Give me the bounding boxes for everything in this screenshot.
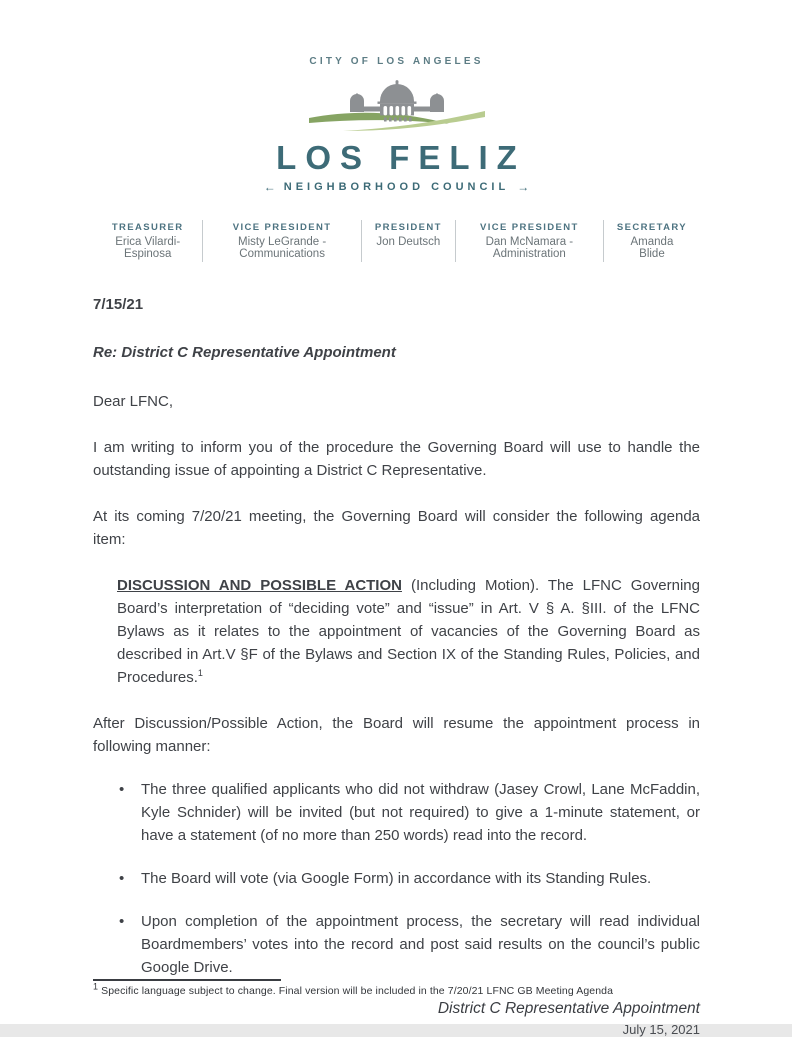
officer-name: Amanda Blide	[630, 236, 674, 260]
officer-name: Erica Vilardi-Espinosa	[115, 236, 181, 260]
document-title-footer: District C Representative Appointment	[437, 1000, 700, 1017]
page-footer	[93, 979, 700, 1037]
footnote-reference-mark: 1	[197, 668, 203, 678]
agenda-item-heading: DISCUSSION AND POSSIBLE ACTION	[117, 577, 402, 594]
lfnc-logo	[93, 56, 700, 194]
officer-name: Misty LeGrande - Communications	[238, 236, 327, 260]
officer-name: Jon Deutsch	[376, 236, 441, 248]
right-arrow-icon: →	[517, 180, 530, 194]
officer-title: PRESIDENT	[374, 222, 442, 233]
agenda-item-text: (Including Motion). The LFNC Governing Board’s interpretation of “deciding vote” and “issue” in Art. V § A. §III. of the LFNC Bylaws as it relates to the appointment of vacancies of the Governing Board as described in Art.V §F of the Bylaws and Section IX of the Standing Rules, Policies, and Procedures.	[117, 577, 700, 686]
officer-vice-president-administration	[456, 220, 604, 262]
agenda-item-block	[117, 574, 700, 689]
org-subtitle-text: NEIGHBORHOOD COUNCIL	[283, 181, 510, 193]
officer-president	[362, 220, 456, 262]
officer-secretary	[604, 220, 700, 262]
bullet-applicants-statement: • The three qualified applicants who did not withdraw (Jasey Crowl, Lane McFaddin, Kyle Schnider) will be invited (but not required) to give a 1-minute statement, or have a statement (of no more than 250 words) read into the record.	[117, 778, 700, 847]
subject-line: Re: District C Representative Appointment	[93, 344, 396, 361]
left-arrow-icon: ←	[263, 180, 276, 194]
letter-date: 7/15/21	[93, 296, 144, 313]
procedure-bullet-list	[93, 778, 700, 979]
org-name: LOS FELIZ	[276, 139, 526, 176]
officer-title: SECRETARY	[616, 222, 688, 233]
footnote-body: Specific language subject to change. Final version will be included in the 7/20/21 LFNC GB Meeting Agenda	[101, 985, 614, 997]
bullet-board-vote: • The Board will vote (via Google Form) in accordance with its Standing Rules.	[117, 867, 700, 890]
org-subtitle	[93, 180, 700, 194]
paragraph-intro: I am writing to inform you of the procedure the Governing Board will use to handle the outstanding issue of appointing a District C Representative.	[93, 439, 700, 479]
officers-row	[93, 220, 700, 262]
city-line: CITY OF LOS ANGELES	[309, 56, 484, 67]
officer-treasurer	[93, 220, 203, 262]
officer-title: VICE PRESIDENT	[479, 222, 579, 233]
officer-title: VICE PRESIDENT	[232, 222, 332, 233]
document-date-footer: July 15, 2021	[622, 1022, 700, 1037]
letter-body	[93, 293, 700, 979]
officer-name: Dan McNamara - Administration	[485, 236, 574, 260]
griffith-observatory-icon	[309, 79, 485, 137]
footnote-mark: 1	[93, 981, 99, 992]
paragraph-after-discussion: After Discussion/Possible Action, the Board will resume the appointment process in following manner:	[93, 715, 700, 755]
officer-vice-president-communications	[203, 220, 361, 262]
salutation: Dear LFNC,	[93, 393, 174, 410]
footnote-separator	[93, 979, 281, 981]
officer-title: TREASURER	[111, 222, 184, 233]
bullet-results-posting: • Upon completion of the appointment process, the secretary will read individual Boardmembers’ votes into the record and post said results on the council’s public Google Drive.	[117, 910, 700, 979]
footnote-text	[93, 981, 700, 997]
paragraph-meeting: At its coming 7/20/21 meeting, the Governing Board will consider the following agenda item:	[93, 508, 700, 548]
